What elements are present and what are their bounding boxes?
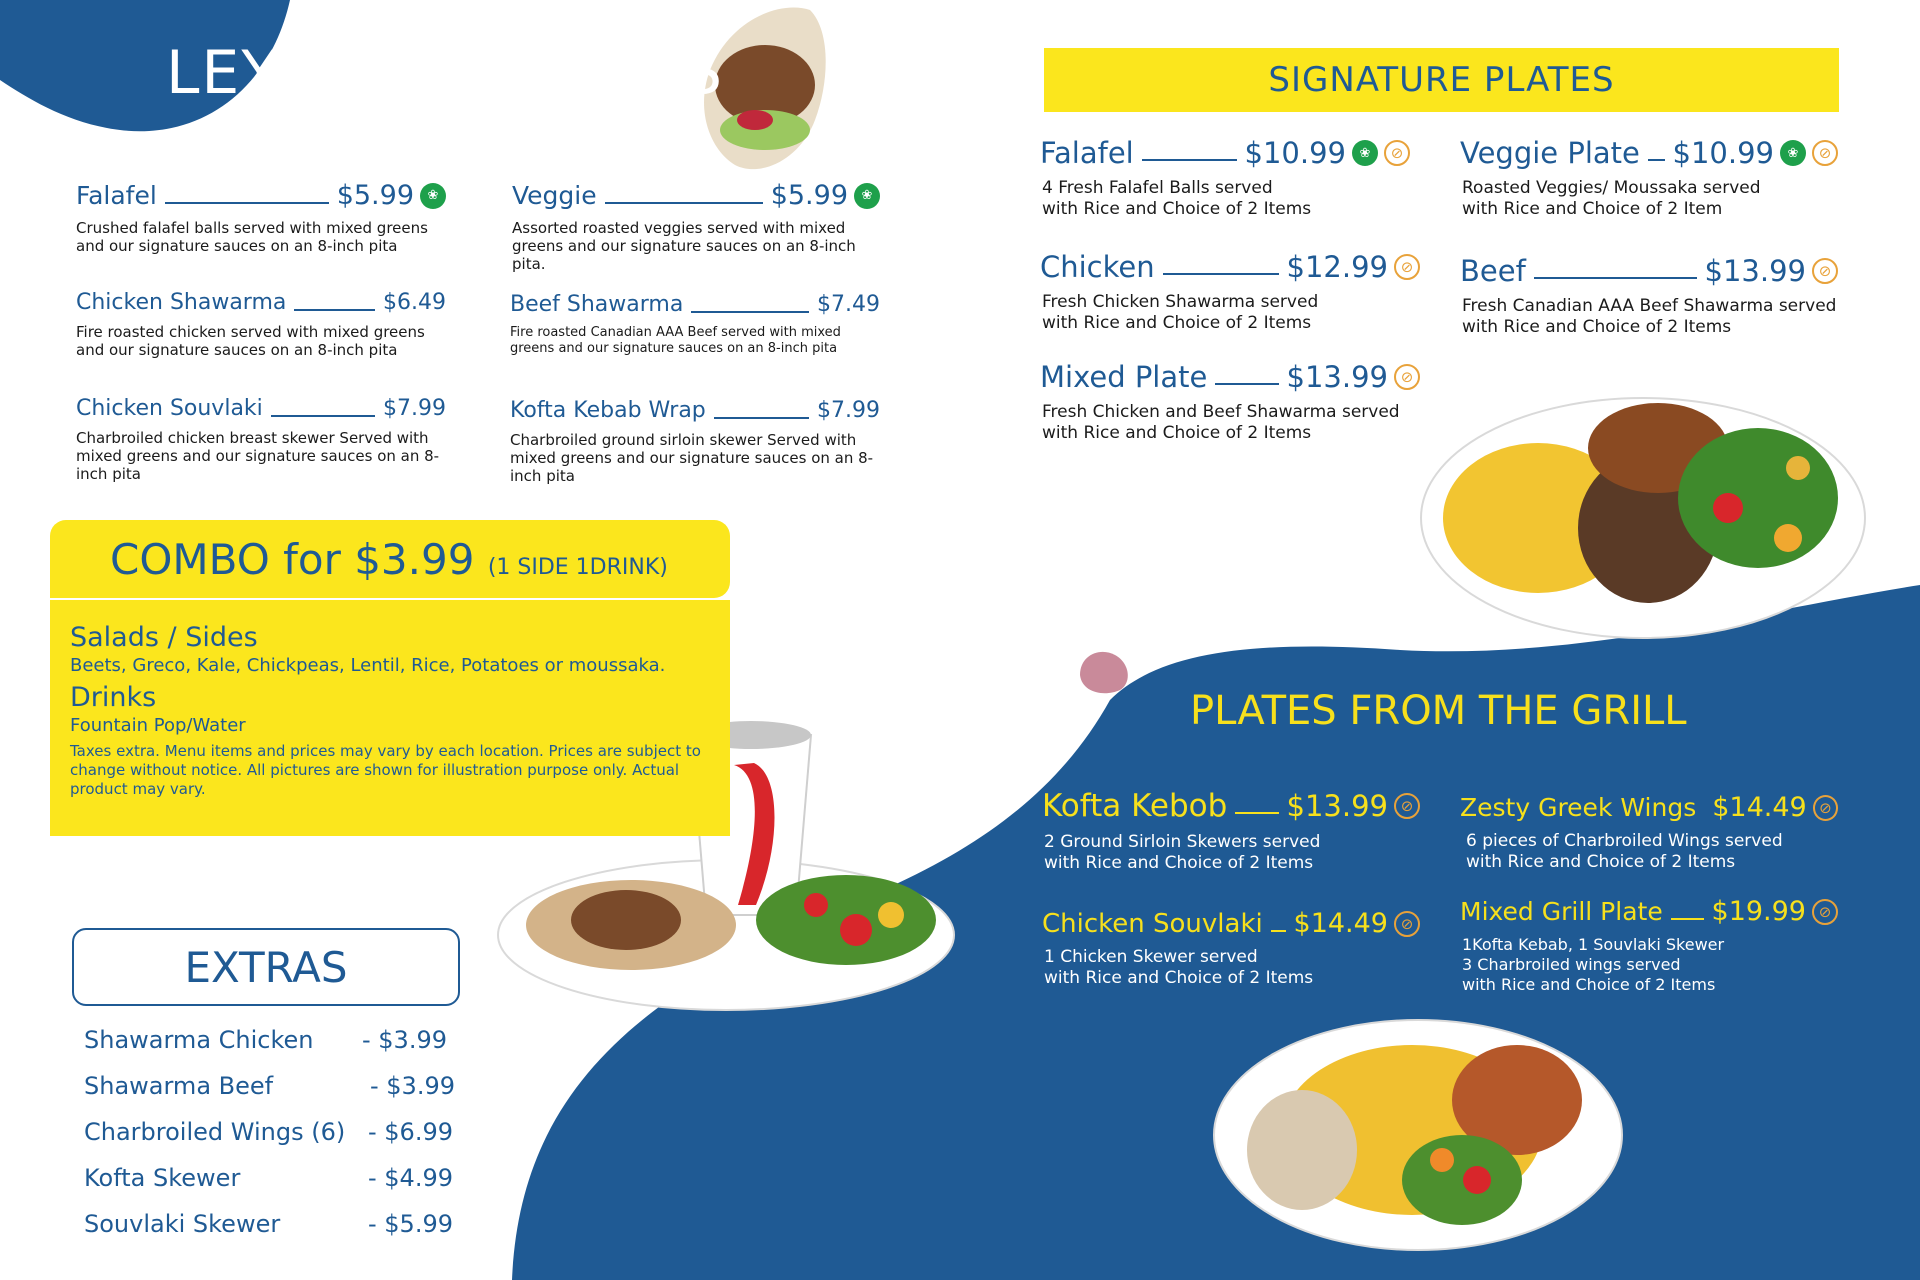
item-desc: Assorted roasted veggies served with mixed greens and our signature sauces on an 8-inch pita. <box>512 219 856 273</box>
signature-item-beef <box>1460 254 1838 338</box>
item-name: Mixed Plate <box>1040 360 1208 394</box>
item-price: $14.49 <box>1293 908 1388 939</box>
gluten-free-icon: ⊘ <box>1812 899 1838 925</box>
item-name: Kofta Kebab Wrap <box>510 398 706 423</box>
wraps-title: LEYMOON WRAPS <box>166 38 725 108</box>
extra-item-price: - $4.99 <box>368 1164 453 1192</box>
item-desc: Fire roasted Canadian AAA Beef served with mixed greens and our signature sauces on an 8-inch pita <box>510 325 841 356</box>
item-price: $13.99 <box>1286 360 1388 394</box>
gluten-free-icon: ⊘ <box>1812 140 1838 166</box>
item-desc-line: with Rice and Choice of 2 Items <box>1042 199 1312 219</box>
item-desc-line: Roasted Veggies/ Moussaka served <box>1462 178 1761 198</box>
signature-item-falafel <box>1040 136 1410 220</box>
dotted-leader <box>1271 916 1286 932</box>
item-name: Chicken Souvlaki <box>76 396 263 421</box>
extras-title: EXTRAS <box>184 942 348 992</box>
vegan-leaf-icon: ❀ <box>1352 140 1378 166</box>
drinks-text: Fountain Pop/Water <box>70 715 246 736</box>
gluten-free-icon: ⊘ <box>1812 258 1838 284</box>
grill-item-mixed-grill-plate <box>1460 896 1838 995</box>
salads-heading: Salads / Sides <box>70 622 258 653</box>
item-desc-line: with Rice and Choice of 2 Items <box>1042 423 1312 443</box>
signature-item-veggie-plate <box>1460 136 1838 220</box>
grill-item-kofta-kebob <box>1042 788 1420 874</box>
wrap-item-chicken-souvlaki <box>76 396 446 483</box>
item-price: $5.99 <box>770 180 848 211</box>
item-desc: Charbroiled chicken breast skewer Served with mixed greens and our signature sauces on an 8-inch pita <box>76 429 440 483</box>
vegan-leaf-icon: ❀ <box>420 183 446 209</box>
item-price: $7.49 <box>817 292 880 317</box>
extra-item-price: - $3.99 <box>362 1026 447 1054</box>
combo-subtitle: (1 SIDE 1DRINK) <box>487 554 668 580</box>
item-desc-line: 1 Chicken Skewer served <box>1044 947 1258 967</box>
item-name: Chicken Shawarma <box>76 290 287 315</box>
gluten-free-icon: ⊘ <box>1394 364 1420 390</box>
item-name: Mixed Grill Plate <box>1460 897 1663 926</box>
item-price: $13.99 <box>1704 254 1806 288</box>
dotted-leader <box>1235 798 1278 814</box>
item-price: $7.99 <box>383 396 446 421</box>
item-desc-line: Fresh Chicken Shawarma served <box>1042 292 1319 312</box>
grill-title: PLATES FROM THE GRILL <box>1190 688 1687 734</box>
vegan-leaf-icon: ❀ <box>1780 140 1806 166</box>
gluten-free-icon: ⊘ <box>1384 140 1410 166</box>
dotted-leader <box>294 295 375 311</box>
item-desc-line: 4 Fresh Falafel Balls served <box>1042 178 1273 198</box>
dotted-leader <box>691 297 809 313</box>
extra-item-price: - $6.99 <box>368 1118 453 1146</box>
extra-item-name: Kofta Skewer <box>84 1164 241 1192</box>
combo-title-text: COMBO for $3.99 <box>110 534 475 584</box>
garlic-photo <box>1070 645 1140 695</box>
dotted-leader <box>1671 904 1704 920</box>
item-name: Veggie Plate <box>1460 136 1640 170</box>
item-desc-line: 1Kofta Kebab, 1 Souvlaki Skewer <box>1462 935 1725 954</box>
wrap-item-beef-shawarma <box>510 292 880 357</box>
gluten-free-icon: ⊘ <box>1394 793 1420 819</box>
item-desc-line: with Rice and Choice of 2 Items <box>1466 852 1736 872</box>
signature-plates-title: SIGNATURE PLATES <box>1268 60 1615 100</box>
item-desc-line: with Rice and Choice of 2 Item <box>1462 199 1723 219</box>
combo-banner <box>50 520 730 598</box>
extra-item-name: Shawarma Beef <box>84 1072 274 1100</box>
item-price: $5.99 <box>336 180 414 211</box>
item-desc-line: 6 pieces of Charbroiled Wings served <box>1466 831 1783 851</box>
dotted-leader <box>271 401 375 417</box>
dotted-leader <box>1142 145 1237 161</box>
grill-item-chicken-souvlaki <box>1042 908 1420 989</box>
dotted-leader <box>165 188 329 204</box>
item-price: $12.99 <box>1286 250 1388 284</box>
item-name: Falafel <box>1040 136 1134 170</box>
item-price: $19.99 <box>1711 896 1806 927</box>
item-desc-line: with Rice and Choice of 2 Items <box>1044 853 1314 873</box>
signature-item-chicken <box>1040 250 1420 334</box>
gluten-free-icon: ⊘ <box>1394 911 1420 937</box>
extra-item-name: Souvlaki Skewer <box>84 1210 281 1238</box>
combo-details <box>50 600 730 836</box>
extras-title-box <box>72 928 460 1006</box>
item-desc-line: Fresh Chicken and Beef Shawarma served <box>1042 402 1400 422</box>
item-name: Beef <box>1460 254 1526 288</box>
salads-text: Beets, Greco, Kale, Chickpeas, Lentil, Rice, Potatoes or moussaka. <box>70 655 666 676</box>
item-price: $10.99 <box>1672 136 1774 170</box>
grill-item-zesty-greek-wings <box>1460 792 1838 873</box>
item-price: $10.99 <box>1244 136 1346 170</box>
item-name: Chicken Souvlaki <box>1042 908 1263 939</box>
extra-item-price: - $3.99 <box>370 1072 455 1100</box>
gluten-free-icon: ⊘ <box>1813 795 1838 821</box>
item-desc-line: 3 Charbroiled wings served <box>1462 955 1681 974</box>
item-desc: Charbroiled ground sirloin skewer Served with mixed greens and our signature sauces on an 8-inch pita <box>510 431 874 485</box>
signature-item-mixed-plate <box>1040 360 1420 444</box>
dotted-leader <box>605 188 763 204</box>
signature-plates-banner <box>1044 48 1839 112</box>
extra-item-price: - $5.99 <box>368 1210 453 1238</box>
item-price: $6.49 <box>383 290 446 315</box>
dotted-leader <box>1215 369 1278 385</box>
dotted-leader <box>1163 259 1279 275</box>
item-desc-line: 2 Ground Sirloin Skewers served <box>1044 832 1321 852</box>
extra-item-name: Charbroiled Wings (6) <box>84 1118 346 1146</box>
wrap-item-chicken-shawarma <box>76 290 446 359</box>
item-name: Falafel <box>76 181 157 210</box>
item-desc-line: Fresh Canadian AAA Beef Shawarma served <box>1462 296 1837 316</box>
item-name: Veggie <box>512 181 597 210</box>
item-desc: Fire roasted chicken served with mixed greens and our signature sauces on an 8-inch pita <box>76 323 425 359</box>
pricing-note: Taxes extra. Menu items and prices may vary by each location. Prices are subject to change without notice. All pictures are shown for illustration purpose only. Actual product may vary. <box>70 742 701 798</box>
signature-plate-photo <box>1418 378 1868 640</box>
wrap-item-veggie <box>512 180 880 273</box>
item-price: $13.99 <box>1286 789 1388 823</box>
vegan-leaf-icon: ❀ <box>854 183 880 209</box>
item-price: $7.99 <box>817 398 880 423</box>
gluten-free-icon: ⊘ <box>1394 254 1420 280</box>
item-desc-line: with Rice and Choice of 2 Items <box>1044 968 1314 988</box>
item-desc-line: with Rice and Choice of 2 Items <box>1042 313 1312 333</box>
dotted-leader <box>1648 145 1665 161</box>
item-name: Kofta Kebob <box>1042 788 1228 824</box>
wrap-item-falafel <box>76 180 446 255</box>
item-desc-line: with Rice and Choice of 2 Items <box>1462 317 1732 337</box>
item-desc-line: with Rice and Choice of 2 Items <box>1462 975 1716 994</box>
wrap-item-kofta-kebab <box>510 398 880 485</box>
combo-title <box>110 535 668 584</box>
drinks-heading: Drinks <box>70 682 157 713</box>
dotted-leader <box>1534 263 1697 279</box>
grill-plate-photo <box>1212 1010 1624 1260</box>
extra-item-name: Shawarma Chicken <box>84 1026 314 1054</box>
item-desc: Crushed falafel balls served with mixed greens and our signature sauces on an 8-inch pita <box>76 219 428 255</box>
item-name: Beef Shawarma <box>510 292 684 317</box>
item-name: Chicken <box>1040 250 1155 284</box>
item-price: $14.49 <box>1712 792 1807 823</box>
item-name: Zesty Greek Wings <box>1460 793 1697 822</box>
dotted-leader <box>714 403 809 419</box>
